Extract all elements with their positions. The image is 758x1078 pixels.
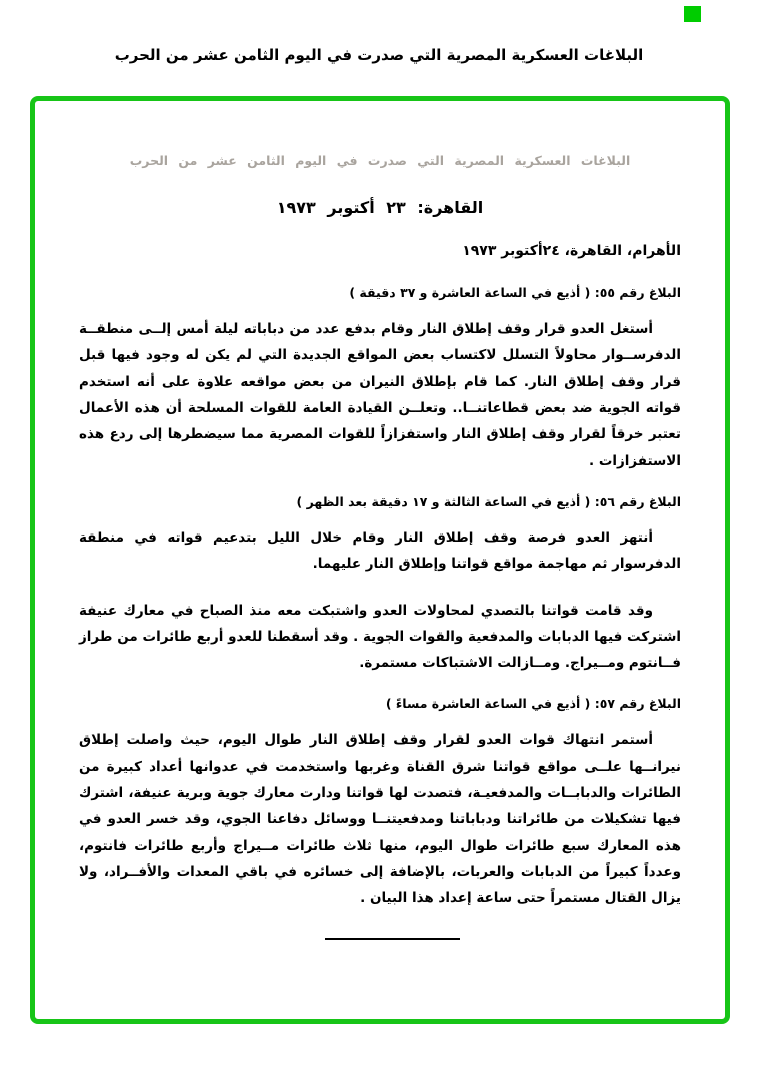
communique-56-paragraph-1: أنتهز العدو فرصة وقف إطلاق النار وقام خلال الليل بتدعيم قواته في منطقة الدفرسوار ثم مهاجمة مواقع قواتنا وإطلاق النار عليهما.	[79, 529, 681, 573]
source-line: الأهرام، القاهرة، ٢٤أكتوبر ١٩٧٣	[462, 243, 681, 259]
document-content	[35, 101, 725, 940]
communique-56-heading: البلاغ رقم ٥٦: ( أذيع في الساعة الثالثة و ١٧ دقيقة بعد الظهر )	[296, 493, 681, 509]
communique-57-heading: البلاغ رقم ٥٧: ( أذيع في الساعة العاشرة مساءً )	[385, 696, 681, 712]
green-corner-mark	[684, 6, 701, 22]
document-faint-title: البلاغات العسكرية المصرية التي صدرت في اليوم الثامن عشر من الحرب	[129, 153, 631, 168]
communique-57-paragraph-1: أستمر انتهاك قوات العدو لقرار وقف إطلاق النار طوال اليوم، حيث واصلت إطلاق نيرانــها علــى مواقع قواتنا شرق القناة وغربها واستخدمت في عدوانها أعداد كبيرة من الطائرات والدبابــات والمدفعيـة، فتصدت لها قواتنا ودارت معارك جوية وبرية عنيفة، اشترك فيها تشكيلات من طائراتنا ودباباتنا ومدفعيتنــا ووسائل دفاعنا الجوي، وقد خسر العدو في هذه المعارك سبع طائرات طوال اليوم، منها ثلاث طائرات مــيراج وأربع طائرات فانتوم، وعدداً كبيراً من الدبابات والعربات، بالإضافة إلى خسائره في باقي المعدات والأفــراد، ولا يزال القتال مستمراً حتى ساعة إعداد هذا البيان .	[79, 732, 681, 907]
communique-55-heading: البلاغ رقم ٥٥: ( أذيع في الساعة العاشرة و ٣٧ دقيقة )	[349, 285, 681, 300]
communique-55-paragraph-1: أستغل العدو قرار وقف إطلاق النار وقام بدفع عدد من دباباته ليلة أمس إلــى منطقــة الدفرســوار محاولاً التسلل لاكتساب بعض المواقع الجديدة التي لم يكن له وجود فيها قبل قرار وقف إطلاق النار. كما قام بإطلاق النيران من بعض مواقعه علاوة على أنه استخدم قواته الجوية ضد بعض قطاعاتنــا.. وتعلــن القيادة العامة للقوات المسلحة أن هذه الأعمال تعتبر خرقاً لقرار وقف إطلاق النار واستفزازاً للقوات المصرية مما سيضطرها إلى ردع هذه الاستفزازات .	[79, 321, 681, 469]
page-title: البلاغات العسكرية المصرية التي صدرت في اليوم الثامن عشر من الحرب	[114, 46, 644, 64]
end-rule	[325, 938, 460, 940]
dateline: القاهرة: ٢٣ أكتوبر ١٩٧٣	[276, 198, 484, 217]
scanned-document-frame	[30, 96, 730, 1024]
communique-56-paragraph-2: وقد قامت قواتنا بالتصدي لمحاولات العدو واشتبكت معه منذ الصباح في معارك عنيفة اشتركت فيها الدبابات والمدفعية والقوات الجوية . وقد أسقطنا للعدو أربع طائرات من طراز فــانتوم ومــيراج. ومــازالت الاشتباكات مستمرة.	[79, 602, 681, 672]
